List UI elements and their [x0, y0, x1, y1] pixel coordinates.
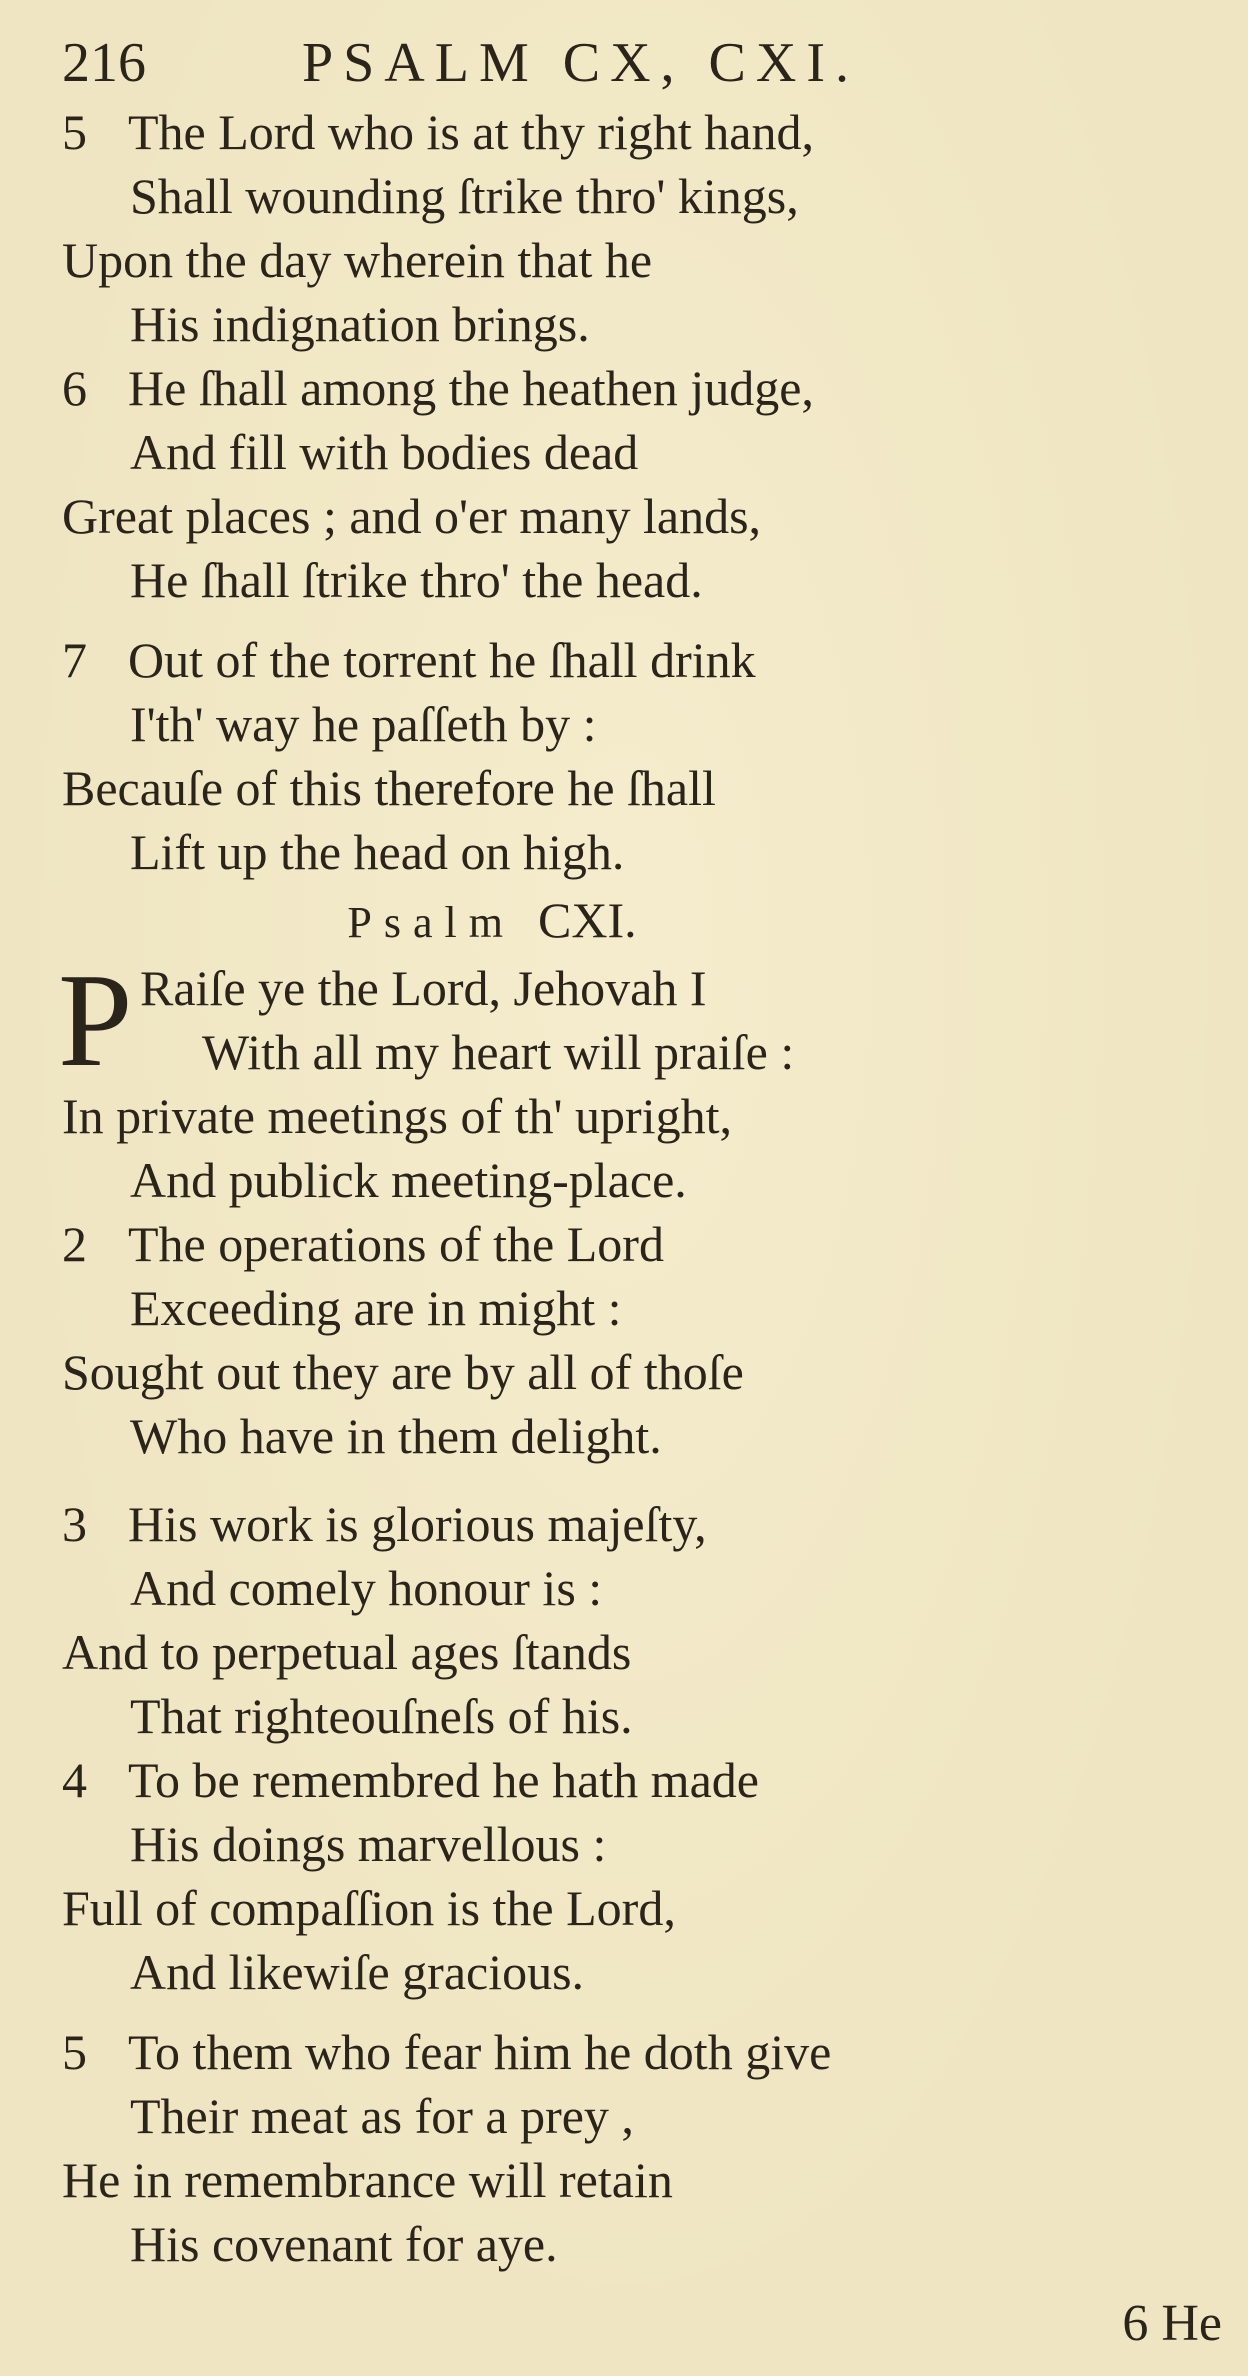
page-header: [62, 28, 1012, 98]
stanza-cx-6: [62, 356, 1162, 612]
verse-line: Who have in them delight.: [130, 1408, 662, 1464]
stanza-cx-7: [62, 628, 1162, 884]
verse-line: In private meetings of th' upright,: [62, 1088, 732, 1144]
page-content: [58, 100, 1162, 2276]
stanza-cxi-4: [62, 1748, 1162, 2004]
stanza-number: 5: [62, 2024, 87, 2080]
stanza-cxi-1: [58, 946, 1162, 1212]
verse-line: Upon the day wherein that he: [62, 232, 653, 288]
verse-line: 2 The operations of the Lord: [62, 1212, 1162, 1276]
stanza-number: 6: [62, 360, 87, 416]
verse-line: His indignation brings.: [130, 296, 590, 352]
page-number: 216: [62, 32, 146, 94]
verse-line: Becauſe of this therefore he ſhall: [62, 760, 716, 816]
stanza-number: 5: [62, 104, 87, 160]
verse-line: 7 Out of the torrent he ſhall drink: [62, 628, 1162, 692]
stanza-number: 7: [62, 632, 87, 688]
stanza-cx-5: [62, 100, 1162, 356]
verse-line: Raiſe ye the Lord, Jehovah I: [140, 960, 707, 1016]
verse-line: 3 His work is glorious majeſty,: [62, 1492, 1162, 1556]
verse-line: Shall wounding ſtrike thro' kings,: [130, 168, 799, 224]
verse-line: His doings marvellous :: [130, 1816, 607, 1872]
running-title: PSALM CX, CXI.: [302, 32, 859, 94]
verse-line: With all my heart will praiſe :: [202, 1024, 795, 1080]
stanza-cxi-3: [62, 1492, 1162, 1748]
psalm-numeral: CXI.: [537, 892, 637, 948]
verse-line: He in remembrance will retain: [62, 2152, 673, 2208]
stanza-cxi-2: [62, 1212, 1162, 1468]
stanza-number: 4: [62, 1752, 87, 1808]
verse-line: He ſhall ſtrike thro' the head.: [130, 552, 703, 608]
verse-line: Full of compaſſion is the Lord,: [62, 1880, 676, 1936]
verse-line: That righteouſneſs of his.: [130, 1688, 633, 1744]
psalm-heading: [62, 884, 1162, 956]
verse-line: Exceeding are in might :: [130, 1280, 622, 1336]
verse-line: I'th' way he paſſeth by :: [130, 696, 597, 752]
verse-line: And fill with bodies dead: [130, 424, 639, 480]
verse-line: His covenant for aye.: [130, 2216, 558, 2272]
verse-line: 4 To be remembred he hath made: [62, 1748, 1162, 1812]
verse-line: Great places ; and o'er many lands,: [62, 488, 762, 544]
verse-line: And to perpetual ages ſtands: [62, 1624, 632, 1680]
verse-line: Sought out they are by all of thoſe: [62, 1344, 744, 1400]
verse-line: And comely honour is :: [130, 1560, 603, 1616]
verse-line: 5 To them who fear him he doth give: [62, 2020, 1162, 2084]
verse-line: 5 The Lord who is at thy right hand,: [62, 100, 1162, 164]
catchword: 6 He: [1122, 2295, 1222, 2352]
verse-line: And likewiſe gracious.: [130, 1944, 585, 2000]
drop-cap: P: [58, 946, 133, 1094]
psalm-word: Psalm: [347, 898, 515, 947]
verse-line: And publick meeting-place.: [130, 1152, 687, 1208]
stanza-number: 3: [62, 1496, 87, 1552]
stanza-cxi-5: [62, 2020, 1162, 2276]
stanza-number: 2: [62, 1216, 87, 1272]
verse-line: Their meat as for a prey ,: [130, 2088, 634, 2144]
verse-line: Lift up the head on high.: [130, 824, 625, 880]
verse-line: 6 He ſhall among the heathen judge,: [62, 356, 1162, 420]
